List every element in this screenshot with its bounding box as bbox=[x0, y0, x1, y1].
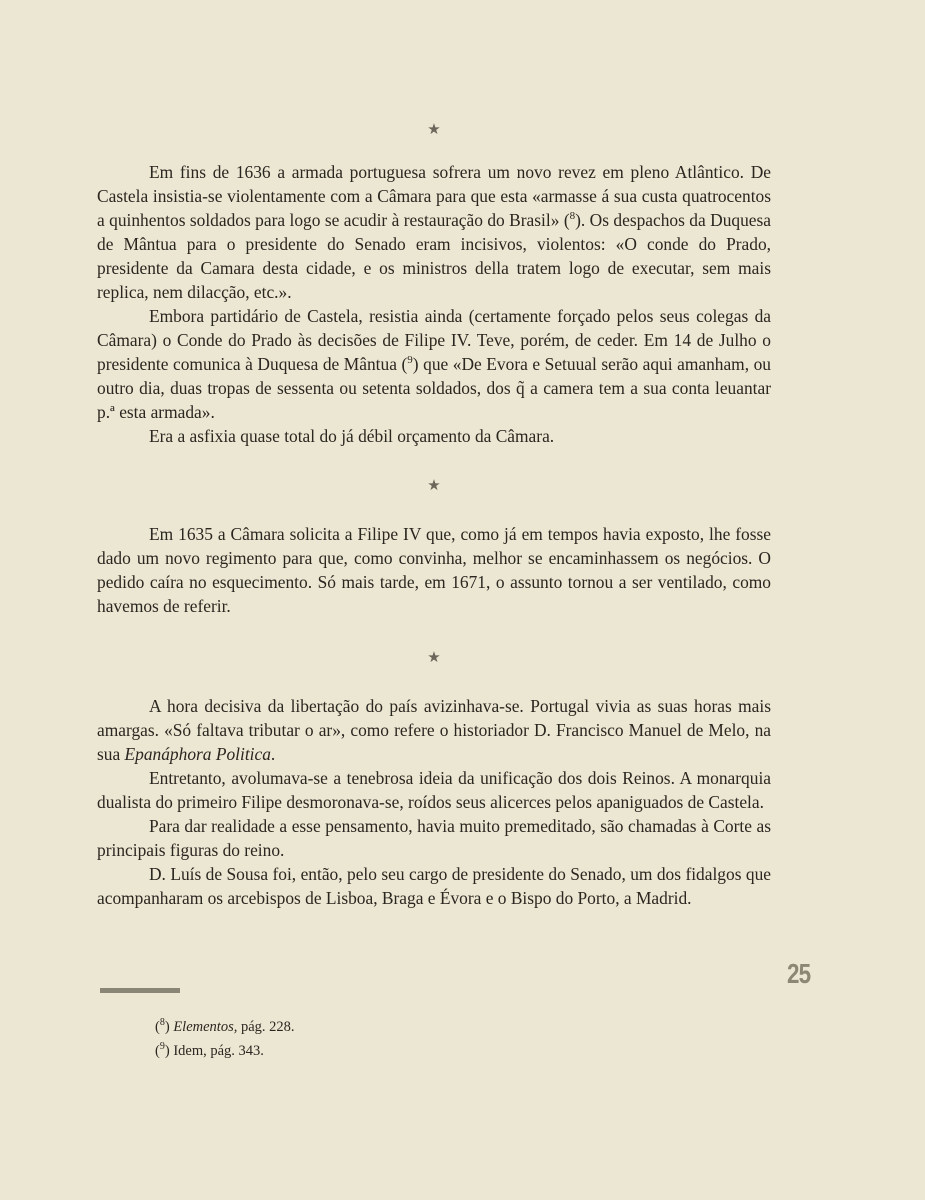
section-1 bbox=[97, 160, 771, 448]
paragraph: Era a asfixia quase total do já débil orçamento da Câmara. bbox=[149, 426, 555, 446]
paragraph: Em 1635 a Câmara solicita a Filipe IV que, como já em tempos havia exposto, lhe fosse dado um novo regimento para que, como convinha, melhor se encaminhassem os negócios. O pedido caíra no esquecimento. Só mais tarde, em 1671, o assunto tornou a ser ventilado, como havemos de referir. bbox=[97, 524, 771, 616]
section-2 bbox=[97, 522, 771, 618]
paragraph: Entretanto, avolumava-se a tenebrosa ideia da unificação dos dois Reinos. A monarquia dualista do primeiro Filipe desmoronava-se, roídos seus alicerces pelos apaniguados de Castela. bbox=[97, 768, 771, 812]
footnote-reference[interactable]: 9 bbox=[407, 354, 413, 367]
footnotes bbox=[155, 1013, 295, 1061]
section-3 bbox=[97, 694, 771, 910]
paragraph: Em fins de 1636 a armada portuguesa sofrera um novo revez em pleno Atlântico. De Castela insistia-se violentamente com a Câmara para que esta «armasse á sua custa quatrocentos a quinhentos soldados para logo se acudir à restauração do Brasil» ($^8$). Os despachos da Duquesa de Mântua para o presidente do Senado eram incisivos, violentos: «O conde do Prado, presidente da Camara desta cidade, e os ministros della tratem logo de executar, sem mais replica, nem dilacção, etc.». bbox=[97, 162, 771, 302]
paragraph: Para dar realidade a esse pensamento, havia muito premeditado, são chamadas à Corte as principais figuras do reino. bbox=[97, 816, 771, 860]
paragraph: Embora partidário de Castela, resistia ainda (certamente forçado pelos seus colegas da Câmara) o Conde do Prado às decisões de Filipe IV. Teve, porém, de ceder. Em 14 de Julho o presidente comunica à Duquesa de Mântua ($^9$) que «De Evora e Setuual serão aqui amanham, ou outro dia, duas tropas de sessenta ou setenta soldados, dos q̃ a camera tem a sua conta leuantar p.ª esta armada». bbox=[97, 306, 771, 422]
section-separator-star: ★ bbox=[427, 478, 441, 494]
footnote: ($^8$) Elementos, pág. 228. bbox=[155, 1017, 295, 1035]
paragraph: D. Luís de Sousa foi, então, pelo seu cargo de presidente do Senado, um dos fidalgos que acompanharam os arcebispos de Lisboa, Braga e Évora e o Bispo do Porto, a Madrid. bbox=[97, 864, 771, 908]
book-title: Epanáphora Politica bbox=[124, 744, 271, 764]
footnote: ($^9$) Idem, pág. 343. bbox=[155, 1040, 264, 1059]
page-number: 25 bbox=[787, 958, 811, 989]
footnote-divider bbox=[100, 988, 180, 993]
footnote-reference[interactable]: 8 bbox=[569, 210, 576, 223]
section-separator-star: ★ bbox=[427, 650, 441, 666]
paragraph: A hora decisiva da libertação do país avizinhava-se. Portugal vivia as suas horas mais amargas. «Só faltava tributar o ar», como refere o historiador D. Francisco Manuel de Melo, na sua Epanáphora Politica. bbox=[97, 696, 771, 764]
section-separator-star: ★ bbox=[427, 122, 441, 138]
